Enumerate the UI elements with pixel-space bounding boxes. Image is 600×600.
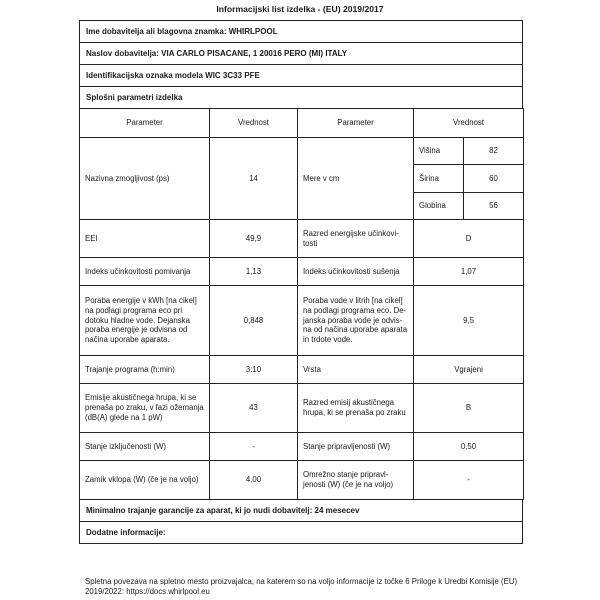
width-label: Širina <box>414 165 464 193</box>
table-row <box>80 356 524 384</box>
depth-value: 56 <box>464 193 524 220</box>
off-mode-label: Stanje izključenosti (W) <box>80 433 210 461</box>
type-value: Vgrajeni <box>414 356 524 384</box>
noise-emission-label: Emisije akustičnega hrupa, ki se prenaša po zraku, v fazi ožemanja (dB(A) glede na 1 pW) <box>80 384 210 433</box>
table-row <box>80 138 524 165</box>
col-header-value-2: Vrednost <box>414 109 524 138</box>
energy-consumption-label: Poraba energije v kWh [na cikel] na podlagi programa eco pri dotoku hladne vode. Dejanska poraba energije je odvisna od načina uporabe aparata. <box>80 286 210 356</box>
model-identifier: Identifikacijska oznaka modela WIC 3C33 PFE <box>79 64 523 86</box>
drying-index-label: Indeks učinkovitosti sušenja <box>298 258 414 286</box>
water-consumption-value: 9,5 <box>414 286 524 356</box>
energy-class-value: D <box>414 220 524 258</box>
height-label: Višina <box>414 138 464 165</box>
noise-class-label: Razred emisij akustičnega hrupa, ki se prenaša po zraku <box>298 384 414 433</box>
program-duration-value: 3:10 <box>210 356 298 384</box>
drying-index-value: 1,07 <box>414 258 524 286</box>
table-row <box>80 258 524 286</box>
networked-standby-value: - <box>414 461 524 500</box>
additional-info-heading: Dodatne informacije: <box>79 522 523 544</box>
manufacturer-link-note: Spletna povezava na spletno mesto proizvajalca, na katerem so na voljo informacije iz točke 6 Priloge k Uredbi Komisije (EU) 2019/2022: https://docs.whirlpool.eu <box>85 577 518 597</box>
cleaning-index-value: 1,13 <box>210 258 298 286</box>
capacity-value: 14 <box>210 138 298 220</box>
delay-start-value: 4,00 <box>210 461 298 500</box>
energy-consumption-value: 0,848 <box>210 286 298 356</box>
col-header-value: Vrednost <box>210 109 298 138</box>
col-header-parameter: Parameter <box>80 109 210 138</box>
table-row <box>80 433 524 461</box>
col-header-parameter-2: Parameter <box>298 109 414 138</box>
program-duration-label: Trajanje programa (h:min) <box>80 356 210 384</box>
noise-emission-value: 43 <box>210 384 298 433</box>
table-row <box>80 220 524 258</box>
table-row <box>80 384 524 433</box>
capacity-label: Nazivna zmogljivost (ps) <box>80 138 210 220</box>
dimensions-label: Mere v cm <box>298 138 414 220</box>
document-title: Informacijski list izdelka - (EU) 2019/2017 <box>216 4 384 14</box>
energy-class-label: Razred energijske učinkovi-tosti <box>298 220 414 258</box>
table-header-row <box>80 109 524 138</box>
general-parameters-heading: Splošni parametri izdelka <box>79 86 523 108</box>
standby-value: 0,50 <box>414 433 524 461</box>
noise-class-value: B <box>414 384 524 433</box>
depth-label: Globina <box>414 193 464 220</box>
product-sheet <box>79 20 523 544</box>
table-row <box>80 461 524 500</box>
parameters-table <box>79 108 524 500</box>
warranty-info: Minimalno trajanje garancije za aparat, ki jo nudi dobavitelj: 24 mesecev <box>79 500 523 522</box>
networked-standby-label: Omrežno stanje pripravl-jenosti (W) (če je na voljo) <box>298 461 414 500</box>
table-row <box>80 286 524 356</box>
standby-label: Stanje pripravljenosti (W) <box>298 433 414 461</box>
supplier-name: Ime dobavitelja ali blagovna znamka: WHIRLPOOL <box>79 20 523 42</box>
water-consumption-label: Poraba vode v litrih [na cikel] na podlagi programa eco. De-janska poraba vode je odvis-na od načina uporabe aparata in trdote vode. <box>298 286 414 356</box>
width-value: 60 <box>464 165 524 193</box>
eei-value: 49,9 <box>210 220 298 258</box>
delay-start-label: Zamik vklopa (W) (če je na voljo) <box>80 461 210 500</box>
cleaning-index-label: Indeks učinkovitosti pomivanja <box>80 258 210 286</box>
type-label: Vrsta <box>298 356 414 384</box>
off-mode-value: - <box>210 433 298 461</box>
supplier-address: Naslov dobavitelja: VIA CARLO PISACANE, 1 20016 PERO (MI) ITALY <box>79 42 523 64</box>
height-value: 82 <box>464 138 524 165</box>
eei-label: EEI <box>80 220 210 258</box>
